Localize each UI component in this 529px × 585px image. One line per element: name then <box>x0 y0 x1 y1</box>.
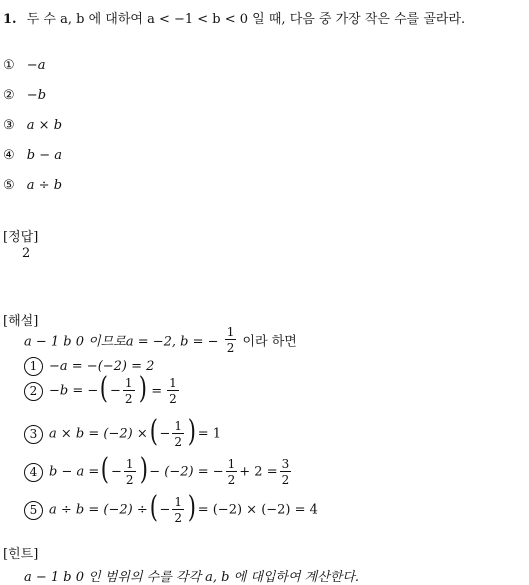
option-2[interactable] <box>3 88 46 103</box>
step-text: − (−2) = − <box>149 464 224 480</box>
option-marker: ④ <box>3 148 15 163</box>
step-text: −b = − <box>49 383 99 399</box>
answer-label: [정답] <box>3 230 39 245</box>
solution-step-1 <box>24 357 154 376</box>
solution-label: [해설] <box>3 314 39 329</box>
option-4[interactable] <box>3 148 62 163</box>
question-stem <box>3 8 465 27</box>
step-marker: 3 <box>24 425 43 444</box>
step-marker: 4 <box>24 463 43 482</box>
option-expression: a ÷ b <box>26 178 63 193</box>
question-text: 두 수 a, b 에 대하여 a < −1 < b < 0 일 때, 다음 중 가장 작은 수를 골라라. <box>26 12 466 27</box>
solution-step-2: 2 −b = −( − $\frac{1}{2}$ ) = $\frac{1}{2}$ <box>24 377 181 405</box>
solution-intro <box>24 326 297 354</box>
step-result: = (−2) × (−2) = 4 <box>197 502 318 518</box>
option-marker: ⑤ <box>3 178 15 193</box>
step-text: b − a = <box>49 464 100 480</box>
solution-intro-suffix: 이라 하면 <box>242 334 297 350</box>
option-5[interactable] <box>3 178 62 193</box>
step-text: a ÷ b = (−2) ÷ <box>49 502 148 518</box>
option-expression: a × b <box>26 118 63 133</box>
fraction-half: $\frac{1}{2}$ <box>226 325 235 355</box>
hint-text <box>24 566 359 585</box>
option-1[interactable] <box>3 58 45 73</box>
solution-step-5: 5 a ÷ b = (−2) ÷( − $\frac{1}{2}$ ) = (−2) × (−2) = 4 <box>24 496 318 524</box>
option-expression: b − a <box>26 148 63 163</box>
solution-intro-text: a − 1 b 0 이므로a = −2, b = − <box>24 334 219 350</box>
option-3[interactable] <box>3 118 62 133</box>
step-marker: 5 <box>24 501 43 520</box>
option-expression: −a <box>26 58 46 73</box>
solution-step-3: 3 a × b = (−2) ×( − $\frac{1}{2}$ ) = 1 <box>24 420 221 448</box>
option-marker: ② <box>3 88 15 103</box>
step-result: = 1 <box>197 426 221 442</box>
step-equals: = <box>151 383 163 399</box>
step-marker: 1 <box>24 357 43 376</box>
step-marker: 2 <box>24 382 43 401</box>
option-marker: ① <box>3 58 15 73</box>
answer-value: 2 <box>22 246 31 261</box>
option-marker: ③ <box>3 118 15 133</box>
step-text: + 2 = <box>239 464 278 480</box>
hint-body: a − 1 b 0 인 범위의 수를 각각 a, b 에 대입하여 계산한다. <box>24 570 360 585</box>
step-text: a × b = (−2) × <box>49 426 148 442</box>
option-expression: −b <box>26 88 47 103</box>
step-text: −a = −(−2) = 2 <box>49 359 155 374</box>
solution-step-4: 4 b − a =( − $\frac{1}{2}$ ) − (−2) = − $\frac{1}{2}$ + 2 = $\frac{3}{2}$ <box>24 458 293 486</box>
hint-label: [힌트] <box>3 547 39 562</box>
question-number: 1. <box>3 12 17 27</box>
